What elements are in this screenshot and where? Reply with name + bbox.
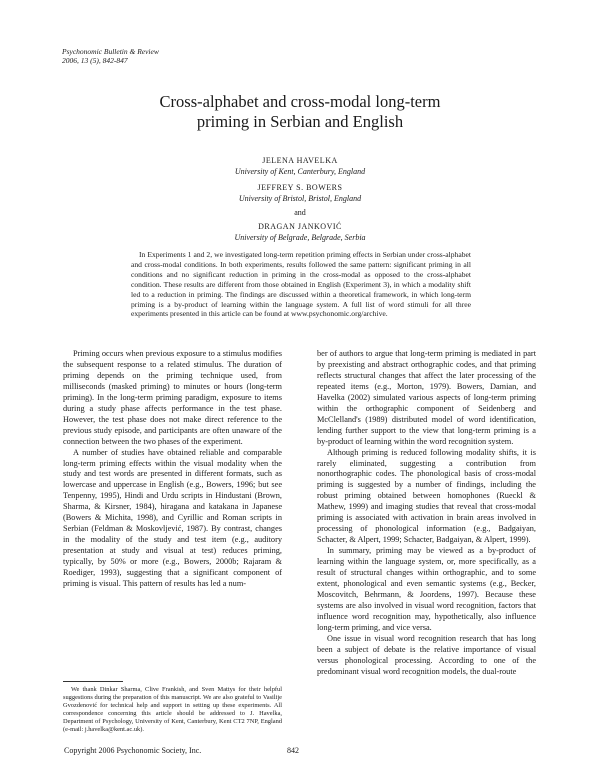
abstract-text: In Experiments 1 and 2, we investigated long-term repetition priming effects in Serbian under cross-alphabet and cross-modal conditions. In both experiments, results followed the same pattern: significant priming in all conditions and no significant reduction in priming in the cross-modal as opposed to the cross-alphabet condition. These results are different from those obtained in English (Experiment 3), in which a modality shift led to a reduction in priming. The findings are discussed within a theoretical framework, in which long-term priming is a by-product of learning within the language system. A full list of word stimuli for all three experiments presented in this article can be found at www.psychonomic.org/archive. xyxy=(131,250,471,319)
title-line-2: priming in Serbian and English xyxy=(196,112,404,131)
author-affiliation-1: University of Kent, Canterbury, England xyxy=(234,167,366,176)
footnote-divider xyxy=(63,681,123,682)
author-conjunction: and xyxy=(294,208,306,217)
journal-name: Psychonomic Bulletin & Review xyxy=(62,47,159,56)
page-number: 842 xyxy=(287,746,299,755)
author-name-3: DRAGAN JANKOVIĆ xyxy=(258,222,342,231)
abstract xyxy=(131,250,471,319)
body-paragraph: Priming occurs when previous exposure to a stimulus modifies the subsequent response to a related stimulus. The duration of priming depends on the priming technique used, from milliseconds (masked priming) to minutes or hours (long-term priming). In the long-term priming paradigm, exposure to items during a study phase affects performance in the test phase. However, the test phase does not make direct reference to the previous study episode, and participants are often unaware of the connection between the two phases of the experiment. xyxy=(63,349,282,446)
author-affiliation-3: University of Belgrade, Belgrade, Serbia xyxy=(234,233,366,242)
author-note-footnote xyxy=(63,686,282,735)
title-line-1: Cross-alphabet and cross-modal long-term xyxy=(159,92,441,111)
author-name-1: JELENA HAVELKA xyxy=(262,156,338,165)
body-paragraph-continued: ber of authors to argue that long-term priming is mediated in part by preexisting and abstract orthographic codes, and that priming reflects structural changes that affect the later processing of the repeated items (e.g., Morton, 1979). Bowers, Damian, and Havelka (2002) simulated various aspects of long-term priming within the orthographic component of Seidenberg and McClelland's (1989) distributed model of word identification, lending further support to the view that long-term priming is a by-product of learning within the word recognition system. xyxy=(317,349,536,446)
body-column-left xyxy=(63,349,282,590)
copyright-notice: Copyright 2006 Psychonomic Society, Inc. xyxy=(64,746,202,755)
body-column-right xyxy=(317,349,536,678)
body-paragraph: One issue in visual word recognition research that has long been a subject of debate is the relative importance of visual versus phonological processing. According to one of the predominant visual word recognition models, the dual-route xyxy=(317,633,536,676)
body-paragraph: A number of studies have obtained reliable and comparable long-term priming effects within the visual modality when the study and test words are presented in different formats, such as lowercase and uppercase in English (e.g., Bowers, 1996; but see Tenpenny, 1995), Hindi and Urdu scripts in Hindustani (Brown, Sharma, & Kirsner, 1984), hiragana and katakana in Japanese (Bowers & Michita, 1998), and Cyrillic and Roman scripts in Serbian (Feldman & Moskovljević, 1987). By contrast, changes in the modality of the study and test item (e.g., auditory presentation at study and visual at test) reduces priming, typically, by 50% or more (e.g., Bowers, 2000b; Rajaram & Roediger, 1993), suggesting that a significant component of priming is visual. This pattern of results has led a num- xyxy=(63,447,282,589)
journal-citation xyxy=(62,47,159,65)
author-affiliation-2: University of Bristol, Bristol, England xyxy=(238,194,362,203)
author-name-2: JEFFREY S. BOWERS xyxy=(257,183,343,192)
article-title xyxy=(0,92,600,132)
journal-volume: 2006, 13 (5), 842-847 xyxy=(62,56,128,65)
body-paragraph: Although priming is reduced following modality shifts, it is rarely eliminated, suggesting a contribution from nonorthographic codes. The phonological basis of cross-modal priming is suggested by a number of findings, including the robust priming obtained between homophones (Rueckl & Mathew, 1999) and imaging studies that reveal that cross-modal priming is associated with activation in brain areas involved in processing of phonological information (e.g., Badgaiyan, Schacter, & Alpert, 1999; Schacter, Badgaiyan, & Alpert, 1999). xyxy=(317,447,536,545)
body-paragraph: In summary, priming may be viewed as a by-product of learning within the language system, or, more specifically, as a result of structural changes within orthographic, and to some extent, phonological and even semantic systems (e.g., Becker, Moscovitch, Behrmann, & Joordens, 1997). Because these systems are also involved in visual word recognition, factors that influence word recognition may, hypothetically, also influence long-term priming, and vice versa. xyxy=(317,546,536,632)
footnote-text: We thank Dinkar Sharma, Clive Frankish, and Sven Mattys for their helpful suggestions during the preparation of this manuscript. We are also grateful to Vasilije Gvozdenović for technical help and support in setting up these experiments. All correspondence concerning this article should be addressed to J. Havelka, Department of Psychology, University of Kent, Canterbury, Kent CT2 7NP, England (e-mail: j.havelka@kent.ac.uk). xyxy=(63,686,282,734)
